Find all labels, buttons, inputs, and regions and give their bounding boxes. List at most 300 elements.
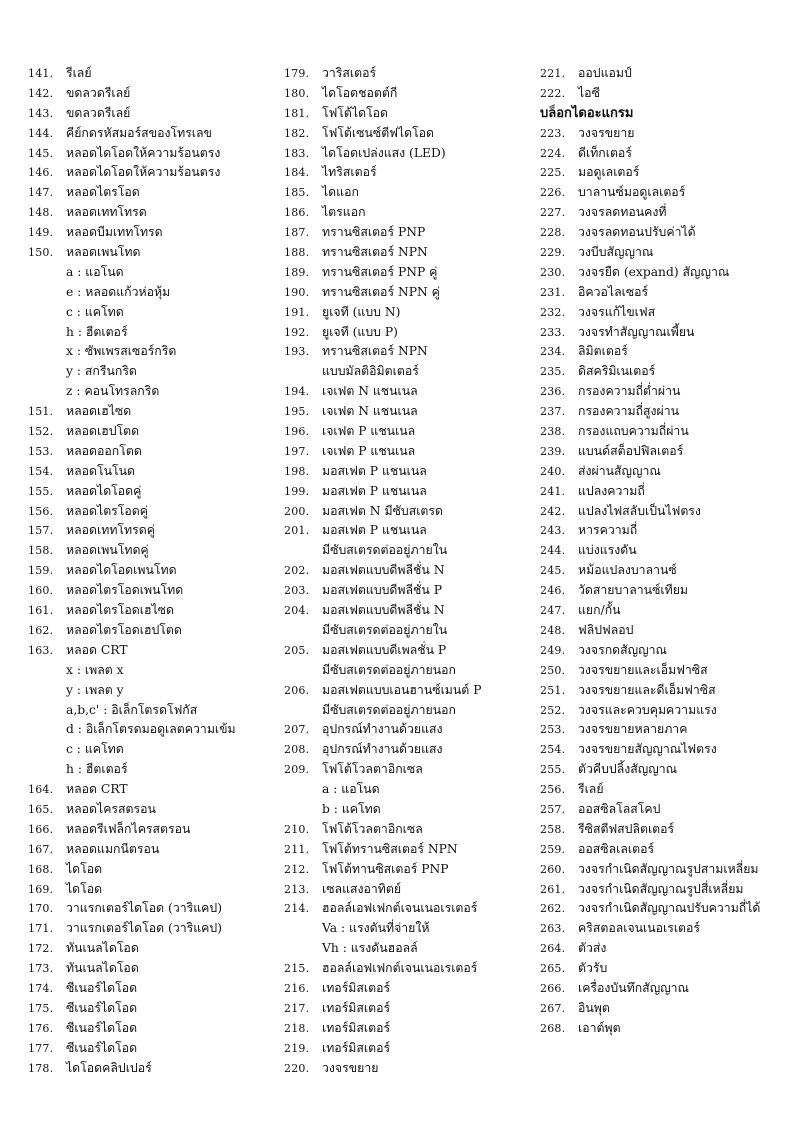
item-label: บล็อกไดอะแกรม xyxy=(540,105,634,121)
item-label: เทอร์มิสเตอร์ xyxy=(322,1000,391,1015)
item-label: หลอดไดโอดให้ความร้อนตรง xyxy=(66,145,221,160)
item-label: เจเฟต P แชนเนล xyxy=(322,424,416,439)
item-number: 164. xyxy=(28,783,54,797)
list-item xyxy=(284,860,534,880)
item-label: ซีเนอร์ไดโอด xyxy=(66,1000,138,1015)
item-number: 181. xyxy=(284,106,310,120)
item-number: 203. xyxy=(284,584,310,598)
item-number: 192. xyxy=(284,325,310,339)
item-number: 199. xyxy=(284,484,310,498)
item-number: 168. xyxy=(28,862,54,876)
item-number: 170. xyxy=(28,902,54,916)
column-2 xyxy=(284,64,534,1078)
list-item xyxy=(284,919,534,939)
item-number: 149. xyxy=(28,226,54,240)
item-number: 145. xyxy=(28,146,54,160)
item-label: มีซับสเตรดต่ออยู่ภายใน xyxy=(322,622,448,637)
item-number: 150. xyxy=(28,246,54,260)
item-label: วงจรขยาย xyxy=(322,1060,379,1075)
item-number: 159. xyxy=(28,564,54,578)
item-number: 249. xyxy=(540,643,566,657)
item-label: ไดโอด xyxy=(66,881,103,896)
list-item xyxy=(284,1019,534,1039)
list-item xyxy=(284,1059,534,1079)
list-item xyxy=(284,760,534,780)
item-label: รีเลย์ xyxy=(66,66,92,80)
item-number: 169. xyxy=(28,882,54,896)
item-label: วงจรขยายและเอ็มฟาซิส xyxy=(578,662,708,677)
item-label: หลอดไตรโอดเฮปโตด xyxy=(66,622,182,637)
list-item xyxy=(28,740,278,760)
item-number: 166. xyxy=(28,822,54,836)
list-item xyxy=(28,223,278,243)
list-item xyxy=(540,979,790,999)
item-number: 256. xyxy=(540,783,566,797)
list-item xyxy=(284,581,534,601)
item-label: ดิสคริมิเนเตอร์ xyxy=(578,364,656,379)
item-label: หารความถี่ xyxy=(578,523,638,538)
list-item xyxy=(540,402,790,422)
item-number: 234. xyxy=(540,345,566,359)
list-item xyxy=(540,760,790,780)
item-number: 185. xyxy=(284,186,310,200)
item-number: 157. xyxy=(28,524,54,538)
item-number: 178. xyxy=(28,1061,54,1075)
list-item xyxy=(28,621,278,641)
item-number: 251. xyxy=(540,683,566,697)
item-label: ทันเนลไดโอด xyxy=(66,961,139,976)
item-number: 163. xyxy=(28,643,54,657)
list-item xyxy=(28,800,278,820)
list-item xyxy=(284,840,534,860)
item-label: กรองความถี่ต่ำผ่าน xyxy=(578,384,681,399)
item-label: ตัวรับ xyxy=(578,961,608,976)
item-label: ออปแอมป์ xyxy=(578,66,632,80)
list-item xyxy=(540,541,790,561)
item-label: อิควอไลเซอร์ xyxy=(578,284,649,299)
item-label: เจเฟต N แชนเนล xyxy=(322,384,418,399)
item-number: 262. xyxy=(540,902,566,916)
item-label: ทรานซิสเตอร์ NPN xyxy=(322,245,428,260)
list-item xyxy=(284,701,534,721)
item-label: หลอด CRT xyxy=(66,782,128,797)
list-item xyxy=(284,502,534,522)
list-item xyxy=(28,820,278,840)
item-number: 233. xyxy=(540,325,566,339)
list-item xyxy=(540,641,790,661)
item-label: อินพุต xyxy=(578,1000,610,1015)
list-item xyxy=(540,840,790,860)
item-number: 174. xyxy=(28,981,54,995)
item-number: 167. xyxy=(28,842,54,856)
list-item xyxy=(28,482,278,502)
item-number: 227. xyxy=(540,206,566,220)
item-label: ทรานซิสเตอร์ NPN xyxy=(322,344,428,359)
item-label: บาลานซ์มอดูเลเตอร์ xyxy=(578,185,686,200)
item-number xyxy=(28,263,66,283)
list-item xyxy=(540,860,790,880)
list-item xyxy=(28,382,278,402)
list-item xyxy=(28,959,278,979)
item-number: 144. xyxy=(28,126,54,140)
item-number: 248. xyxy=(540,623,566,637)
item-label: แปลงไฟสลับเป็นไฟตรง xyxy=(578,503,701,518)
item-label: มอสเฟตแบบดีพลีชั่น P xyxy=(322,583,442,598)
list-item xyxy=(28,442,278,462)
list-item xyxy=(540,561,790,581)
item-label: ออสซิลโลสโคป xyxy=(578,801,661,816)
item-number xyxy=(28,362,66,382)
list-item xyxy=(540,323,790,343)
item-label: b : แคโทด xyxy=(322,801,381,816)
item-number xyxy=(28,760,66,780)
item-number: 230. xyxy=(540,265,566,279)
item-number: 161. xyxy=(28,604,54,618)
item-label: ขดลวดรีเลย์ xyxy=(66,105,131,120)
item-label: หลอดบีมเททโทรด xyxy=(66,225,163,240)
item-number: 187. xyxy=(284,226,310,240)
item-number xyxy=(28,720,66,740)
item-number: 153. xyxy=(28,444,54,458)
item-number: 158. xyxy=(28,544,54,558)
item-label: รีซิสตีฟสปลิตเตอร์ xyxy=(578,821,675,836)
item-number: 171. xyxy=(28,922,54,936)
item-label: อุปกรณ์ทำงานด้วยแสง xyxy=(322,742,443,757)
list-item xyxy=(540,681,790,701)
item-label: วาริสเตอร์ xyxy=(322,66,377,80)
item-label: ตัวส่ง xyxy=(578,941,607,956)
list-item xyxy=(540,144,790,164)
list-item xyxy=(540,621,790,641)
list-item xyxy=(284,283,534,303)
item-label: วงจรลดทอนปรับค่าได้ xyxy=(578,225,696,240)
item-number: 202. xyxy=(284,564,310,578)
item-label: วาแรกเตอร์ไดโอด (วาริแคป) xyxy=(66,901,222,916)
item-label: โฟโต้ทรานซิสเตอร์ NPN xyxy=(322,841,458,856)
item-label: e : หลอดแก้วห่อหุ้ม xyxy=(66,284,171,299)
item-label: ทรานซิสเตอร์ PNP xyxy=(322,225,426,240)
list-item xyxy=(540,800,790,820)
item-label: ไอซี xyxy=(578,85,600,100)
item-label: h : ฮีตเตอร์ xyxy=(66,762,128,777)
list-item xyxy=(284,342,534,362)
item-label: a : แอโนด xyxy=(66,264,124,279)
item-number xyxy=(284,701,322,721)
item-number: 195. xyxy=(284,405,310,419)
item-label: วงจรยืด (expand) สัญญาณ xyxy=(578,264,730,279)
item-label: หม้อแปลงบาลานซ์ xyxy=(578,563,677,578)
list-item xyxy=(28,840,278,860)
item-label: a : แอโนด xyxy=(322,782,380,797)
list-item xyxy=(540,422,790,442)
list-item xyxy=(284,899,534,919)
list-item xyxy=(28,1039,278,1059)
item-number: 207. xyxy=(284,723,310,737)
list-item xyxy=(540,203,790,223)
item-label: หลอดเฮปโตด xyxy=(66,424,140,439)
item-label: ไดโอดชอตต์กี xyxy=(322,85,398,100)
item-number: 204. xyxy=(284,604,310,618)
list-item xyxy=(28,283,278,303)
item-label: ส่งผ่านสัญญาณ xyxy=(578,463,661,478)
item-label: x : ซัพเพรสเซอร์กริด xyxy=(66,344,177,359)
item-number: 268. xyxy=(540,1021,566,1035)
list-item xyxy=(28,720,278,740)
item-number: 221. xyxy=(540,67,566,80)
list-item xyxy=(284,263,534,283)
item-label: โฟโต้โวลตาอิกเซล xyxy=(322,762,423,777)
item-number: 162. xyxy=(28,623,54,637)
item-number xyxy=(284,800,322,820)
list-item xyxy=(28,303,278,323)
item-number: 151. xyxy=(28,405,54,419)
list-item xyxy=(540,820,790,840)
item-number: 244. xyxy=(540,544,566,558)
item-number xyxy=(28,323,66,343)
list-item xyxy=(28,402,278,422)
item-number: 226. xyxy=(540,186,566,200)
list-item xyxy=(28,979,278,999)
item-label: เทอร์มิสเตอร์ xyxy=(322,1040,391,1055)
list-item xyxy=(28,880,278,900)
item-number: 196. xyxy=(284,425,310,439)
list-item xyxy=(28,860,278,880)
list-item xyxy=(28,64,278,84)
item-label: วงจรกำเนิดสัญญาณรูปสี่เหลี่ยม xyxy=(578,881,744,896)
list-item xyxy=(28,581,278,601)
item-number: 240. xyxy=(540,464,566,478)
list-item xyxy=(28,919,278,939)
item-number: 229. xyxy=(540,246,566,260)
item-number: 220. xyxy=(284,1061,310,1075)
item-label: y : เพลต y xyxy=(66,682,124,697)
item-label: มีซับสเตรดต่ออยู่ภายใน xyxy=(322,543,448,558)
item-label: มอสเฟตแบบดีพลีชั่น N xyxy=(322,563,445,578)
list-item xyxy=(540,581,790,601)
list-item xyxy=(284,800,534,820)
item-number: 194. xyxy=(284,385,310,399)
item-number xyxy=(284,919,322,939)
item-label: อุปกรณ์ทำงานด้วยแสง xyxy=(322,722,443,737)
item-label: ดีเท็กเตอร์ xyxy=(578,145,632,160)
list-item xyxy=(284,521,534,541)
item-label: เอาต์พุต xyxy=(578,1020,621,1035)
item-number: 238. xyxy=(540,425,566,439)
list-item xyxy=(284,482,534,502)
item-number xyxy=(284,621,322,641)
item-label: โฟโต้ไดโอด xyxy=(322,105,389,120)
item-number: 188. xyxy=(284,246,310,260)
item-label: ไดโอดเปล่งแสง (LED) xyxy=(322,145,446,160)
item-label: หลอดไตรโอดเพนโทด xyxy=(66,583,184,598)
item-label: ซีเนอร์ไดโอด xyxy=(66,1040,138,1055)
list-item xyxy=(284,541,534,561)
list-item xyxy=(540,740,790,760)
item-label: หลอดเพนโทดคู่ xyxy=(66,543,149,558)
list-item xyxy=(284,64,534,84)
list-item xyxy=(284,442,534,462)
item-label: เทอร์มิสเตอร์ xyxy=(322,980,391,995)
list-item xyxy=(284,999,534,1019)
item-label: หลอดไดโอดคู่ xyxy=(66,483,142,498)
item-label: เจเฟต P แชนเนล xyxy=(322,443,416,458)
list-item xyxy=(28,521,278,541)
item-number: 257. xyxy=(540,802,566,816)
item-label: หลอดโนโนด xyxy=(66,463,136,478)
list-item xyxy=(28,104,278,124)
item-number xyxy=(284,939,322,959)
item-number: 265. xyxy=(540,962,566,976)
item-number xyxy=(284,541,322,561)
list-item xyxy=(540,462,790,482)
item-number xyxy=(28,342,66,362)
item-label: หลอดแมกนีตรอน xyxy=(66,841,160,856)
item-label: h : ฮีตเตอร์ xyxy=(66,324,128,339)
item-number: 217. xyxy=(284,1001,310,1015)
item-label: ซีเนอร์ไดโอด xyxy=(66,980,138,995)
item-label: แยก/กั้น xyxy=(578,603,621,618)
list-item xyxy=(28,641,278,661)
item-label: แบบมัลติอิมิตเตอร์ xyxy=(322,364,419,379)
list-item xyxy=(28,999,278,1019)
item-number: 173. xyxy=(28,962,54,976)
list-item xyxy=(540,1019,790,1039)
list-item xyxy=(284,740,534,760)
list-item xyxy=(540,64,790,84)
item-number: 190. xyxy=(284,285,310,299)
item-label: ยูเจที (แบบ N) xyxy=(322,304,401,319)
list-item xyxy=(284,780,534,800)
list-item xyxy=(28,243,278,263)
item-label: c : แคโทด xyxy=(66,742,124,757)
list-item xyxy=(540,442,790,462)
list-item xyxy=(28,203,278,223)
list-item xyxy=(284,561,534,581)
list-item xyxy=(540,263,790,283)
list-item xyxy=(28,502,278,522)
item-label: มีซับสเตรดต่ออยู่ภายนอก xyxy=(322,662,456,677)
item-number: 155. xyxy=(28,484,54,498)
list-item xyxy=(284,84,534,104)
item-number: 232. xyxy=(540,305,566,319)
item-number: 212. xyxy=(284,862,310,876)
item-label: เจเฟต N แชนเนล xyxy=(322,404,418,419)
item-number: 267. xyxy=(540,1001,566,1015)
item-label: หลอดไตรโอด xyxy=(66,185,140,200)
item-label: วงจรทำสัญญาณเพี้ยน xyxy=(578,324,695,339)
item-label: วาแรกเตอร์ไดโอด (วาริแคป) xyxy=(66,921,222,936)
list-item xyxy=(28,1019,278,1039)
item-number: 143. xyxy=(28,106,54,120)
list-item xyxy=(284,303,534,323)
list-item xyxy=(28,681,278,701)
list-item xyxy=(284,601,534,621)
item-label: ฟลิปฟลอป xyxy=(578,622,634,637)
item-number: 261. xyxy=(540,882,566,896)
list-item xyxy=(540,482,790,502)
item-number: 213. xyxy=(284,882,310,896)
list-item xyxy=(28,342,278,362)
item-number: 255. xyxy=(540,763,566,777)
list-item xyxy=(540,521,790,541)
item-label: x : เพลต x xyxy=(66,662,124,677)
list-item xyxy=(28,163,278,183)
item-number: 156. xyxy=(28,504,54,518)
item-number: 160. xyxy=(28,584,54,598)
list-item xyxy=(28,422,278,442)
item-number: 253. xyxy=(540,723,566,737)
item-label: วงจรขยายและดีเอ็มฟาซิส xyxy=(578,682,716,697)
item-number: 184. xyxy=(284,166,310,180)
item-number xyxy=(28,283,66,303)
item-number: 235. xyxy=(540,365,566,379)
item-label: z : คอนโทรลกริด xyxy=(66,384,160,399)
list-item xyxy=(28,541,278,561)
item-label: ยูเจที (แบบ P) xyxy=(322,324,398,339)
list-item xyxy=(28,323,278,343)
item-number: 237. xyxy=(540,405,566,419)
item-label: มอสเฟต P แชนเนล xyxy=(322,523,427,538)
list-item xyxy=(284,163,534,183)
item-number: 172. xyxy=(28,942,54,956)
list-item xyxy=(28,701,278,721)
list-item xyxy=(540,124,790,144)
list-item xyxy=(540,959,790,979)
item-label: กรองแถบความถี่ผ่าน xyxy=(578,424,689,439)
item-number: 189. xyxy=(284,265,310,279)
list-item xyxy=(284,183,534,203)
item-label: แปลงความถี่ xyxy=(578,483,645,498)
list-item xyxy=(540,283,790,303)
item-label: วัดสายบาลานซ์เทียม xyxy=(578,583,689,598)
item-number xyxy=(28,681,66,701)
list-item xyxy=(284,104,534,124)
item-number: 263. xyxy=(540,922,566,936)
item-number: 183. xyxy=(284,146,310,160)
item-number: 219. xyxy=(284,1041,310,1055)
item-label: ขดลวดรีเลย์ xyxy=(66,85,131,100)
item-number: 180. xyxy=(284,86,310,100)
item-number: 245. xyxy=(540,564,566,578)
item-label: วงจรกดสัญญาณ xyxy=(578,642,667,657)
list-item xyxy=(284,144,534,164)
list-item xyxy=(540,701,790,721)
list-item xyxy=(28,561,278,581)
item-label: มอสเฟต P แชนเนล xyxy=(322,483,427,498)
item-label: ซีเนอร์ไดโอด xyxy=(66,1020,138,1035)
item-number: 147. xyxy=(28,186,54,200)
list-item xyxy=(28,1059,278,1079)
item-label: วงบีบสัญญาณ xyxy=(578,245,654,260)
item-label: ไดโอดคลิปเปอร์ xyxy=(66,1060,152,1075)
item-number: 200. xyxy=(284,504,310,518)
list-item xyxy=(28,462,278,482)
item-label: หลอดรีเฟล็กไครสตรอน xyxy=(66,821,191,836)
item-number xyxy=(284,362,322,382)
item-label: ฮอลล์เอฟเฟกต์เจนเนอเรเตอร์ xyxy=(322,961,478,976)
list-item xyxy=(284,223,534,243)
item-label: หลอดไดโอดให้ความร้อนตรง xyxy=(66,165,221,180)
item-number: 209. xyxy=(284,763,310,777)
item-label: ไตรแอก xyxy=(322,205,366,220)
item-number: 191. xyxy=(284,305,310,319)
item-label: โฟโต้ทานซิสเตอร์ PNP xyxy=(322,861,449,876)
item-label: แบนด์สต็อปฟิลเตอร์ xyxy=(578,443,684,458)
item-label: วงจรกำเนิดสัญญาณรูปสามเหลี่ยม xyxy=(578,861,759,876)
item-number: 176. xyxy=(28,1021,54,1035)
item-label: มอสเฟต P แชนเนล xyxy=(322,463,427,478)
item-label: วงจรแก้ไขเฟส xyxy=(578,304,656,319)
